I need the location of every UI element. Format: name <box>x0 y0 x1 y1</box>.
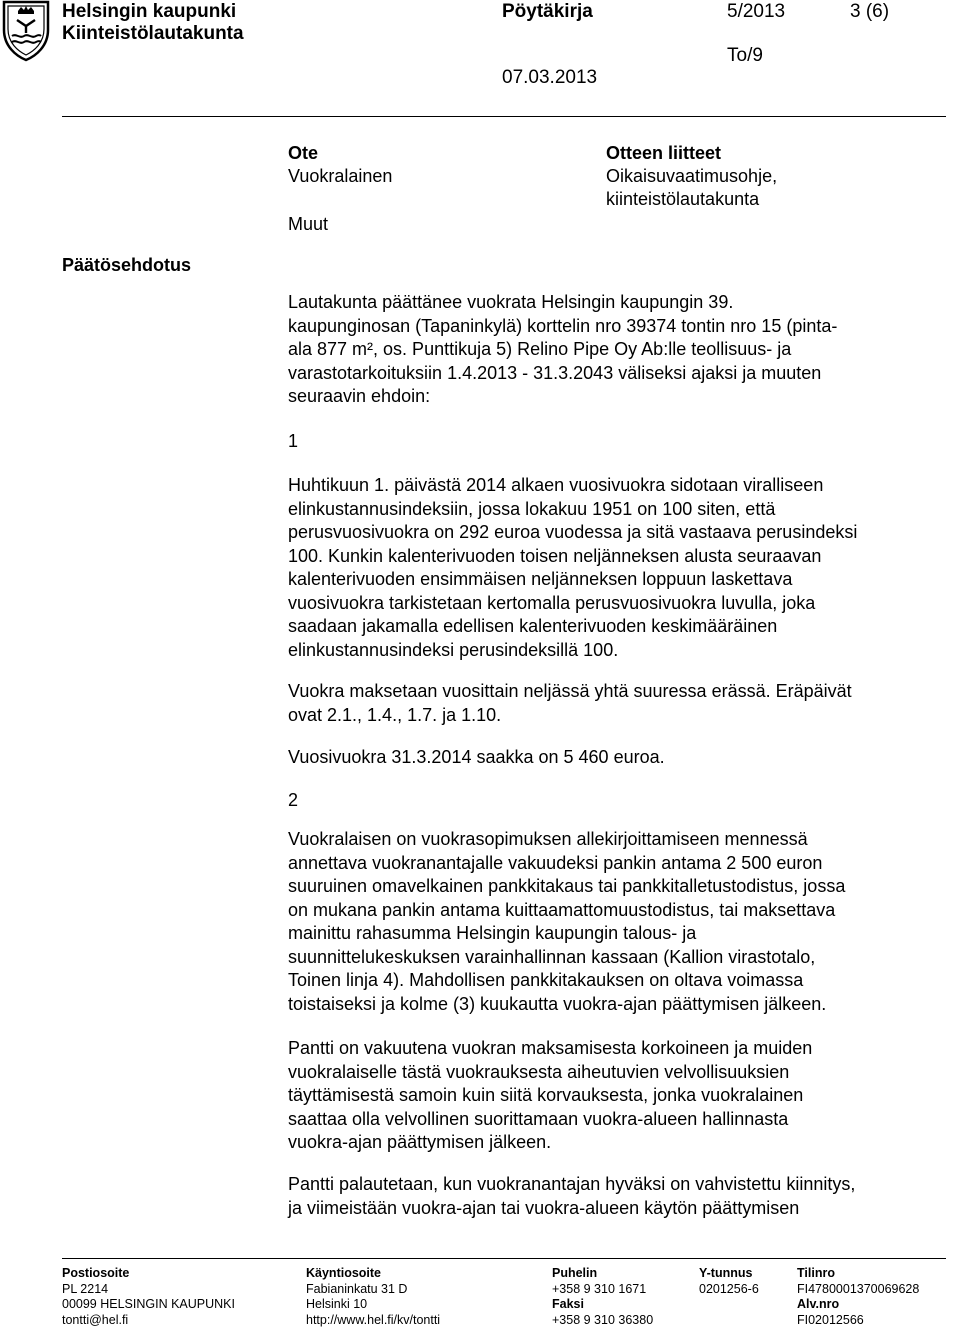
text-line: vuosivuokra tarkistetaan kertomalla perusvuosivuokra luvulla, joka <box>288 592 816 613</box>
footer-postal-column <box>62 1266 235 1328</box>
text-line: varastotarkoituksiin 1.4.2013 - 31.3.2043 väliseksi ajaksi ja muuten <box>288 362 822 383</box>
ote-item: Muut <box>288 214 329 234</box>
doc-number: 5/2013 <box>727 1 786 22</box>
footer-value: 0201256-6 <box>699 1281 759 1296</box>
text-line: toistaiseksi ja kolme (3) kuukautta vuokra-ajan päättymisen jälkeen. <box>288 993 827 1014</box>
text-line: seuraavin ehdoin: <box>288 386 431 406</box>
footer-value: +358 9 310 1671 <box>552 1281 647 1296</box>
term2-paragraph <box>288 828 845 1016</box>
doc-type: Pöytäkirja <box>502 1 593 22</box>
intro-paragraph <box>288 291 837 409</box>
section-label: Päätösehdotus <box>62 255 192 275</box>
footer-value: +358 9 310 36380 <box>552 1312 654 1327</box>
footer-value: Helsinki 10 <box>306 1297 368 1311</box>
term1-paragraph <box>288 474 857 662</box>
page-number: 3 (6) <box>850 1 890 22</box>
text-line: vuokra-ajan päättymisen jälkeen. <box>288 1132 552 1152</box>
text-line: on mukana pankin antama kuittaamattomuustodistus, tai maksettava <box>288 899 836 920</box>
text-line: elinkustannusindeksiin, jossa lokakuu 1951 on 100 siten, että <box>288 498 776 519</box>
item-code: To/9 <box>727 45 763 66</box>
footer-divider <box>62 1258 946 1259</box>
footer-value: FI4780001370069628 <box>797 1281 920 1296</box>
footer-account-column <box>797 1266 919 1328</box>
text-line: ovat 2.1., 1.4., 1.7. ja 1.10. <box>288 704 502 725</box>
text-line: Vuokralaisen on vuokrasopimuksen allekirjoittamiseen mennessä <box>288 829 808 849</box>
text-line: suuruinen omavelkainen pankkitakaus tai pankkitalletustodistus, jossa <box>288 876 846 896</box>
header-divider <box>62 116 946 117</box>
helsinki-crest-logo <box>0 0 52 62</box>
meeting-date: 07.03.2013 <box>502 67 598 88</box>
attachment-line: kiinteistölautakunta <box>606 189 760 209</box>
term-number: 2 <box>288 790 299 810</box>
term1-payment-paragraph <box>288 680 852 727</box>
text-line: Lautakunta päättänee vuokrata Helsingin kaupungin 39. <box>288 292 734 312</box>
text-line: elinkustannusindeksi perusindeksillä 100. <box>288 639 619 660</box>
footer-label: Alv.nro <box>797 1297 840 1311</box>
attachments-heading: Otteen liitteet <box>606 143 722 163</box>
footer-business-id-column <box>699 1266 759 1297</box>
text-line: Vuokra maksetaan vuosittain neljässä yhtä suuressa erässä. Eräpäivät <box>288 681 852 701</box>
ote-heading: Ote <box>288 143 319 163</box>
text-line: saattaa olla velvollinen suorittamaan vuokra-alueen hallinnasta <box>288 1108 789 1129</box>
text-line: Pantti palautetaan, kun vuokranantajan hyväksi on vahvistettu kiinnitys, <box>288 1174 856 1194</box>
org-board: Kiinteistölautakunta <box>62 23 244 44</box>
text-line: ja viimeistään vuokra-ajan tai vuokra-alueen käytön päättymisen <box>288 1197 800 1218</box>
ote-item: Vuokralainen <box>288 166 393 186</box>
footer-website-link[interactable]: http://www.hel.fi/kv/tontti <box>306 1312 441 1327</box>
text-line: täyttämisestä samoin kuin siitä korvauksesta, jonka vuokralainen <box>288 1085 804 1105</box>
footer-value: FI02012566 <box>797 1312 864 1327</box>
text-line: mainittu rahasumma Helsingin kaupungin talous- ja <box>288 923 697 943</box>
text-line: annettava vuokranantajalle vakuudeksi pankin antama 2 500 euron <box>288 852 823 873</box>
text-line: Vuosivuokra 31.3.2014 saakka on 5 460 euroa. <box>288 747 665 767</box>
footer-value: PL 2214 <box>62 1281 109 1296</box>
footer-visiting-column <box>306 1266 440 1328</box>
text-line: Pantti on vakuutena vuokran maksamisesta korkoineen ja muiden <box>288 1038 813 1058</box>
term1-rent-paragraph <box>288 746 665 770</box>
footer-phone-column <box>552 1266 653 1328</box>
text-line: ala 877 m², os. Punttikuja 5) Relino Pipe Oy Ab:lle teollisuus- ja <box>288 339 792 359</box>
footer-value: Fabianinkatu 31 D <box>306 1281 408 1296</box>
text-line: Toinen linja 4). Mahdollisen pankkitakauksen on oltava voimassa <box>288 970 804 990</box>
footer-value: 00099 HELSINGIN KAUPUNKI <box>62 1297 235 1311</box>
text-line: Huhtikuun 1. päivästä 2014 alkaen vuosivuokra sidotaan viralliseen <box>288 475 824 495</box>
footer-label: Käyntiosoite <box>306 1266 382 1280</box>
text-line: suunnittelukeskuksen varainhallinnan kassaan (Kallion virastotalo, <box>288 946 816 967</box>
footer-email[interactable]: tontti@hel.fi <box>62 1312 129 1327</box>
attachment-line: Oikaisuvaatimusohje, <box>606 166 778 186</box>
footer-label: Faksi <box>552 1297 584 1311</box>
footer-label: Postiosoite <box>62 1266 130 1280</box>
text-line: perusvuosivuokra on 292 euroa vuodessa ja sitä vastaava perusindeksi <box>288 522 858 542</box>
text-line: kaupunginosan (Tapaninkylä) korttelin nro 39374 tontin nro 15 (pinta- <box>288 315 838 336</box>
term-number: 1 <box>288 431 299 451</box>
footer-label: Puhelin <box>552 1266 598 1280</box>
text-line: vuokralaiselle tästä vuokrauksesta aiheutuvien velvollisuuksien <box>288 1061 790 1082</box>
footer-label: Tilinro <box>797 1266 835 1280</box>
text-line: saadaan jakamalla edellisen kalenterivuoden keskimääräinen <box>288 616 778 636</box>
term2-pledge-paragraph <box>288 1037 812 1155</box>
footer-label: Y-tunnus <box>699 1266 753 1280</box>
text-line: kalenterivuoden ensimmäisen neljänneksen loppuun laskettava <box>288 569 793 589</box>
org-name: Helsingin kaupunki <box>62 1 237 22</box>
term2-return-paragraph <box>288 1173 855 1220</box>
text-line: 100. Kunkin kalenterivuoden toisen neljänneksen alusta seuraavan <box>288 545 822 566</box>
